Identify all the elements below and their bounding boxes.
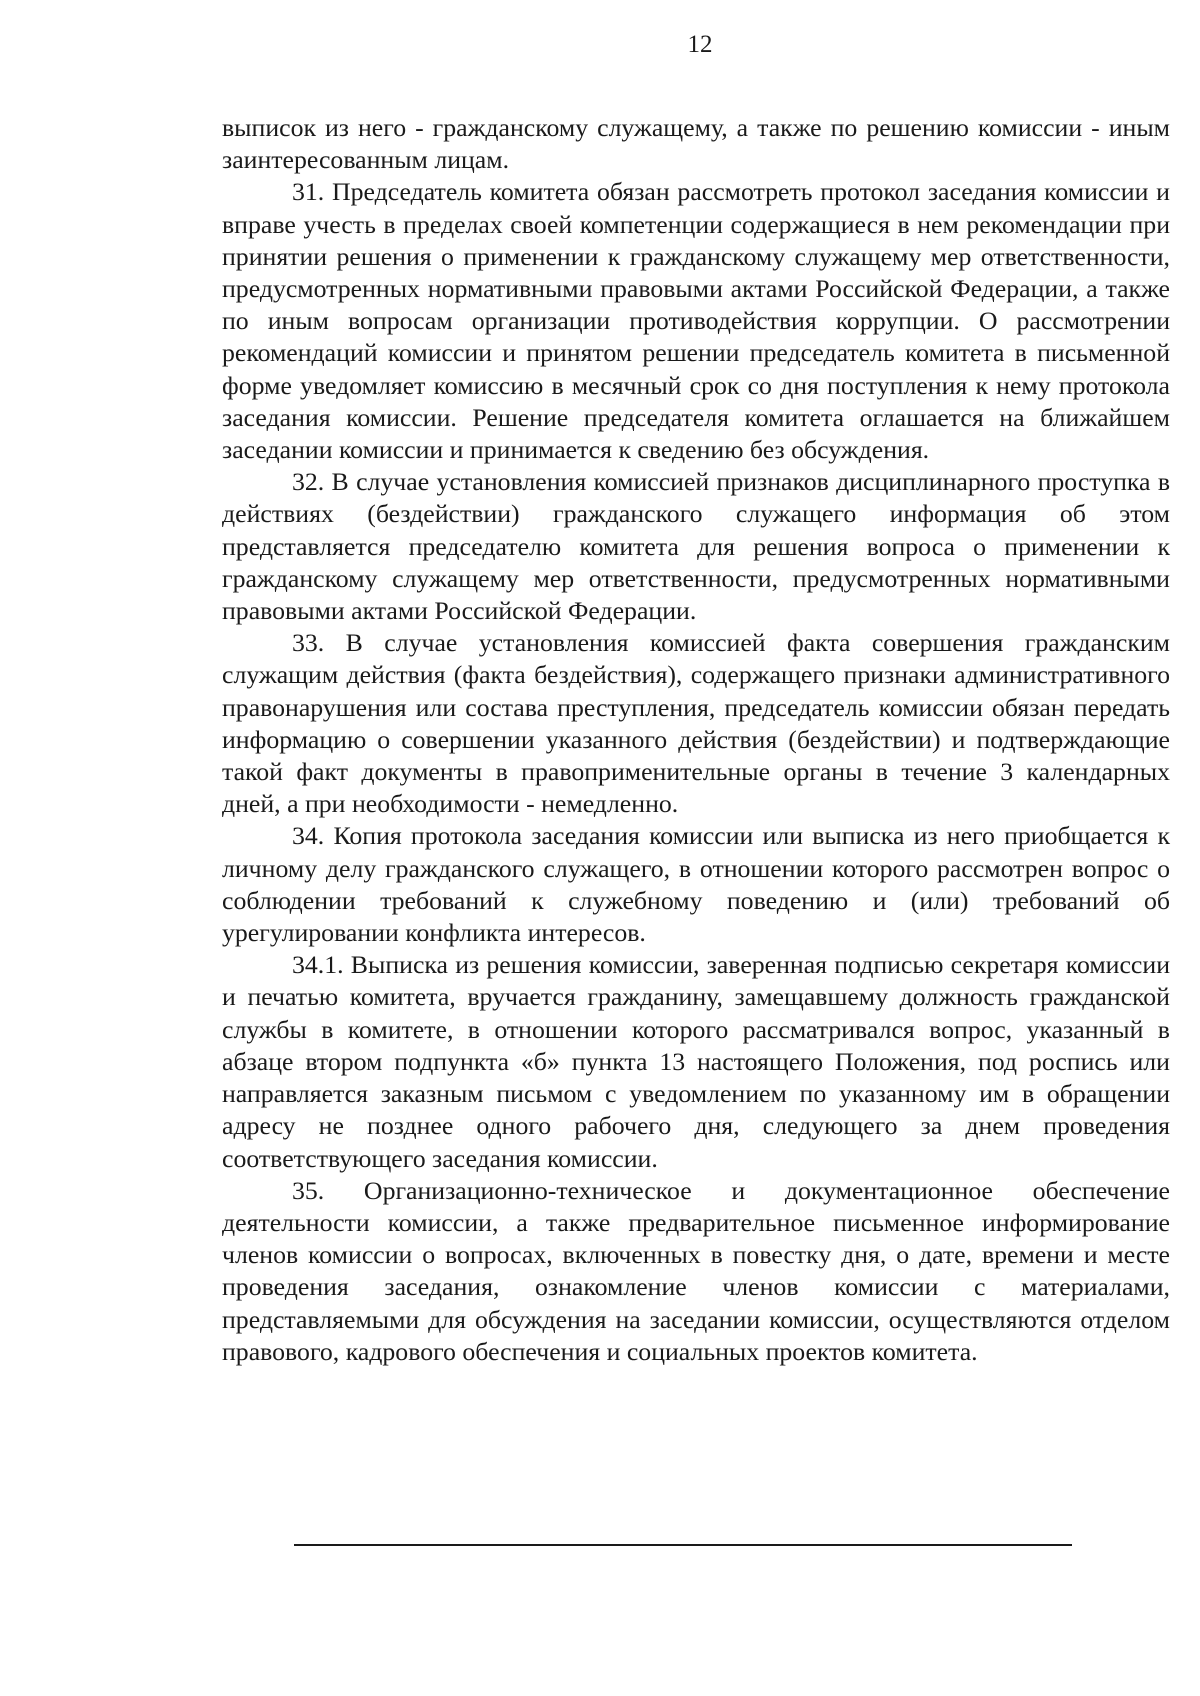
paragraph-item-31: 31. Председатель комитета обязан рассмотреть протокол заседания комиссии и вправе учесть в пределах своей компетенции содержащиеся в нем рекомендации при принятии решения о применении к гражданскому служащему мер ответственности, предусмотренных нормативными правовыми актами Российской Федерации, а также по иным вопросам организации противодействия коррупции. О рассмотрении рекомендаций комиссии и принятом решении председатель комитета в письменной форме уведомляет комиссию в месячный срок со дня поступления к нему протокола заседания комиссии. Решение председателя комитета оглашается на ближайшем заседании комиссии и принимается к сведению без обсуждения. (222, 177, 1170, 465)
paragraph-item-32: 32. В случае установления комиссией признаков дисциплинарного проступка в действиях (бездействии) гражданского служащего информация об этом представляется председателю комитета для решения вопроса о применении к гражданскому служащему мер ответственности, предусмотренных нормативными правовыми актами Российской Федерации. (222, 467, 1170, 626)
paragraph-item-33: 33. В случае установления комиссией факта совершения гражданским служащим действия (факта бездействия), содержащего признаки административного правонарушения или состава преступления, председатель комиссии обязан передать информацию о совершении указанного действия (бездействии) и подтверждающие такой факт документы в правоприменительные органы в течение 3 календарных дней, а при необходимости - немедленно. (222, 628, 1170, 819)
paragraph-item-34: 34. Копия протокола заседания комиссии или выписка из него приобщается к личному делу гражданского служащего, в отношении которого рассмотрен вопрос о соблюдении требований к служебному поведению и (или) требований об урегулировании конфликта интересов. (222, 821, 1170, 948)
paragraph-item-34-1: 34.1. Выписка из решения комиссии, заверенная подписью секретаря комиссии и печатью комитета, вручается гражданину, замещавшему должность гражданской службы в комитете, в отношении которого рассматривался вопрос, указанный в абзаце втором подпункта «б» пункта 13 настоящего Положения, под роспись или направляется заказным письмом с уведомлением по указанному им в обращении адресу не позднее одного рабочего дня, следующего за днем проведения соответствующего заседания комиссии. (222, 950, 1170, 1173)
document-body (222, 112, 1170, 1368)
page-number: 12 (687, 31, 713, 58)
paragraph-item-35: 35. Организационно-техническое и документационное обеспечение деятельности комиссии, а также предварительное письменное информирование членов комиссии о вопросах, включенных в повестку дня, о дате, времени и месте проведения заседания, ознакомление членов комиссии с материалами, представляемыми для обсуждения на заседании комиссии, осуществляются отделом правового, кадрового обеспечения и социальных проектов комитета. (222, 1175, 1170, 1366)
end-of-document-rule (294, 1544, 1072, 1546)
paragraph-continuation: выписок из него - гражданскому служащему, а также по решению комиссии - иным заинтересованным лицам. (222, 113, 1170, 175)
